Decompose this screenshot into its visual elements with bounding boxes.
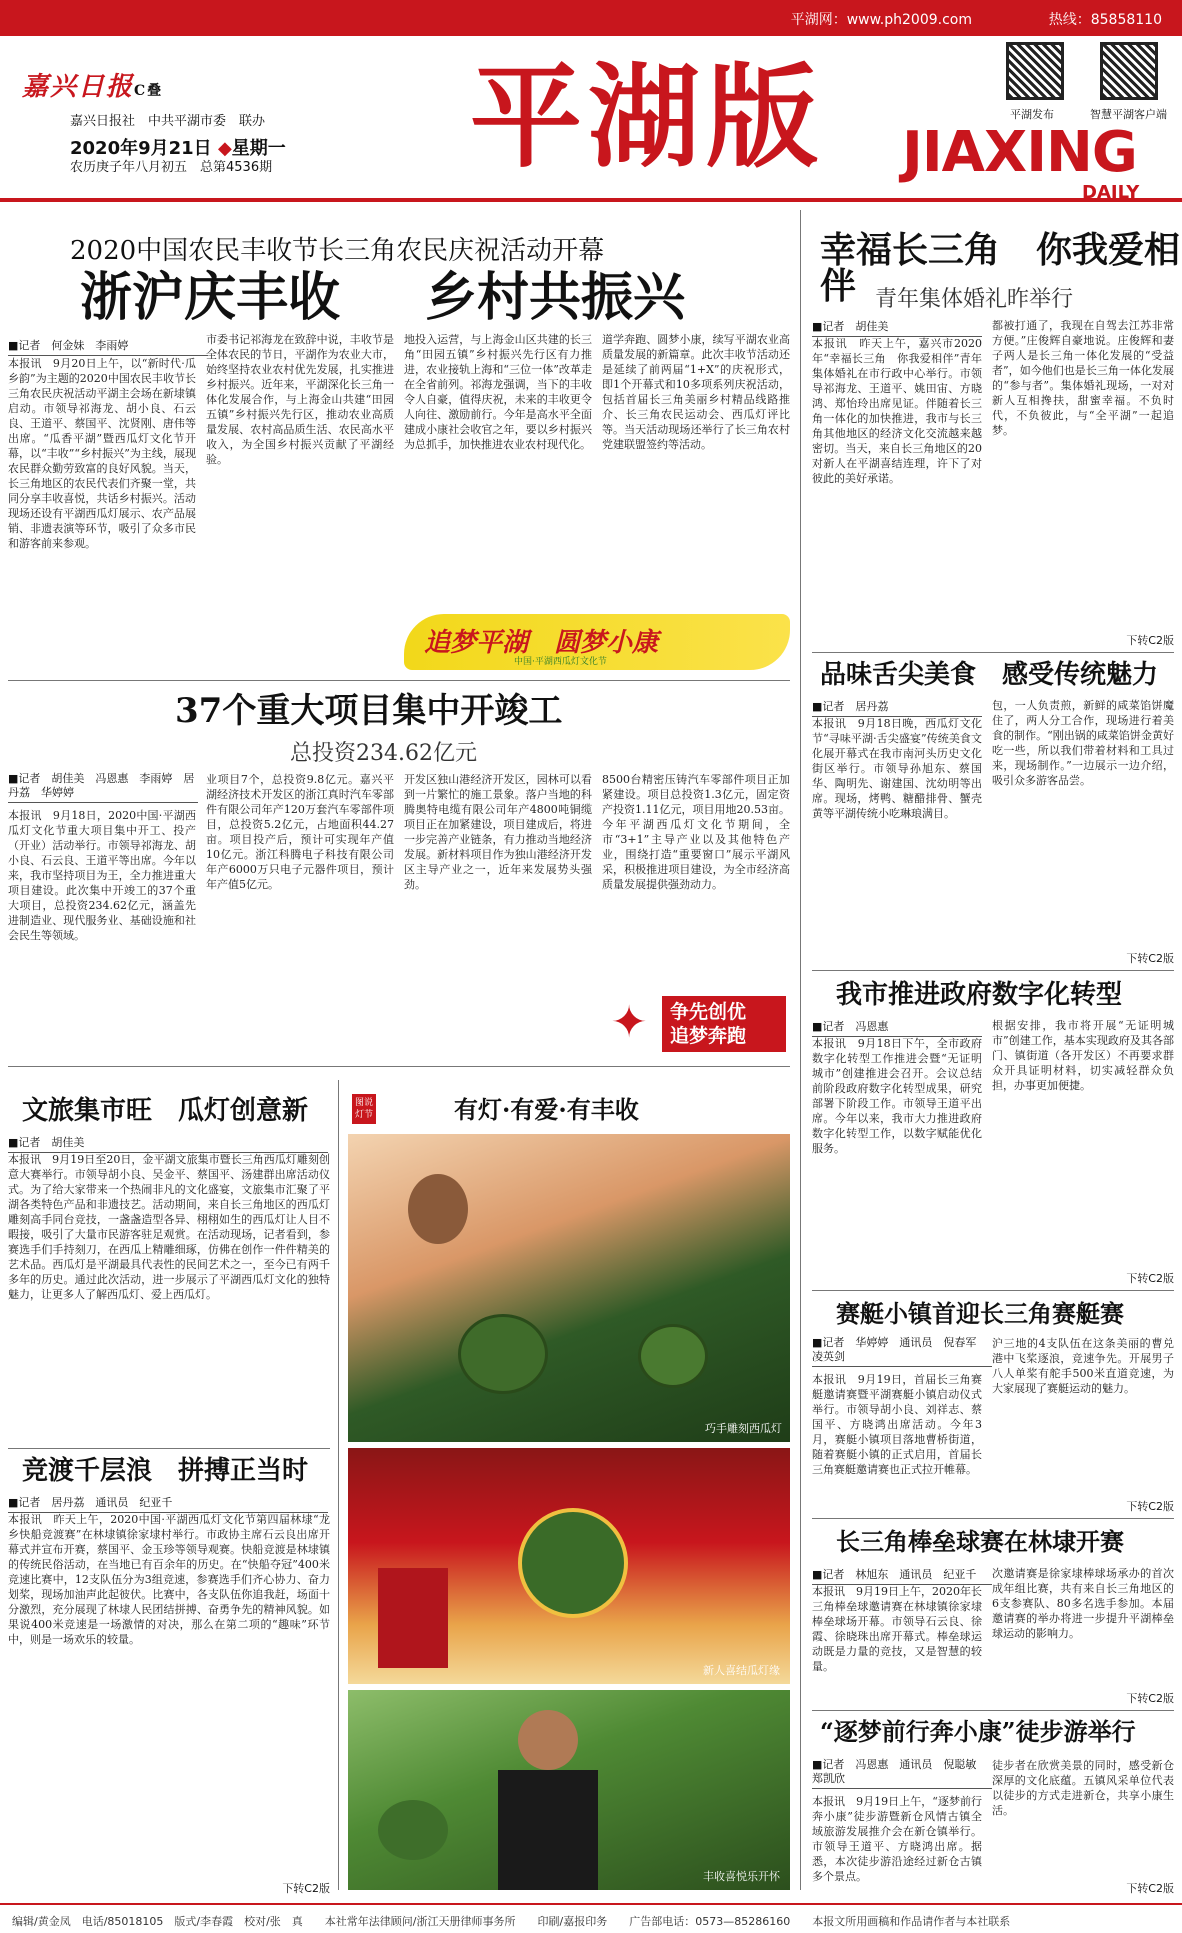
rowing-continued[interactable]: 下转C2版 — [1126, 1500, 1174, 1513]
culture-byline: ■记者 胡佳美 — [8, 1134, 328, 1153]
baseball-continued[interactable]: 下转C2版 — [1126, 1692, 1174, 1705]
photo-caption-2: 新人喜结瓜灯缘 — [703, 1664, 780, 1677]
walk-col-1: 本报讯 9月19日上午，“逐梦前行奔小康”徒步游暨新仓风情古镇全域旅游发展推介会在新仓镇举行。市领导王道平、方晓鸿出席。据悉，本次徒步游沿途经过新仓古镇多个景点。 — [812, 1795, 982, 1883]
digital-col-1: 本报讯 9月18日下午，全市政府数字化转型工作推进会暨“无证明城市”创建推进会召开。会议总结前阶段政府数字化转型成果，研究部署下阶段工作。市领导王道平出席。今年以来，我市大力推进政府数字化转型工作，以数字赋能优化服务。 — [812, 1037, 982, 1155]
projects-col-1: 本报讯 9月18日，2020中国·平湖西瓜灯文化节重大项目集中开工、投产（开业）活动举行。市领导祁海龙、胡小良、石云良、王道平等出席。今年以来，我市坚持项目为王，全力推进重大项目建设。此次集中开竣工的37个重大项目，总投资234.62亿元，涵盖先进制造业、现代服务业、基础设施和社会民生等领域。 — [8, 809, 196, 942]
runner-icon: ✦ — [610, 997, 648, 1048]
person-head — [518, 1710, 578, 1770]
culture-title: 文旅集市旺 瓜灯创意新 — [22, 1096, 309, 1126]
photo-tag: 图说灯节 — [352, 1094, 376, 1124]
happy-subtitle: 青年集体婚礼昨举行 — [875, 287, 1074, 312]
person-head — [408, 1174, 468, 1244]
projects-subtitle: 总投资234.62亿元 — [290, 741, 477, 766]
rowing-title: 赛艇小镇首迎长三角赛艇赛 — [836, 1299, 1124, 1328]
lead-kicker: 2020中国农民丰收节长三角农民庆祝活动开幕 — [70, 236, 605, 266]
happy-col-2: 都被打通了，我现在自驾去江苏非常方便。”庄俊辉自豪地说。庄俊辉和妻子两人是长三角一体化发展的“受益者”，如今他们也是长三角一体化发展的“参与者”。集体婚礼现场，一对对新人互相搀扶，甜蜜幸福。不负时代，不负彼此，与“全平湖”一起追梦。 — [992, 319, 1174, 437]
divider — [812, 1710, 1174, 1711]
projects-banner-text: 争先创优 追梦奔跑 — [662, 996, 786, 1052]
lead-title-right: 乡村共振兴 — [425, 267, 686, 328]
column-divider — [800, 210, 801, 1890]
walk-title: “逐梦前行奔小康”徒步游举行 — [820, 1717, 1136, 1746]
projects-col-2: 业项目7个，总投资9.8亿元。嘉兴平湖经济技术开发区的浙江真时汽车零部件有限公司年产120万套汽车零部件项目，总投资5.2亿元，占地面积44.27亩。项目投产后，预计可实现年产值10亿元。浙江科腾电子科技有限公司年产6000万只电子元器件项目，预计年产值5亿元。 — [206, 773, 394, 891]
newspaper-logo: 嘉兴日报C叠 — [22, 72, 164, 102]
projects-byline: ■记者 胡佳美 冯恩惠 李雨婷 居丹荔 华婷婷 — [8, 772, 198, 803]
photo-title: 有灯·有爱·有丰收 — [454, 1095, 639, 1124]
photo-wedding — [348, 1448, 790, 1684]
baseball-col-1: 本报讯 9月19日上午，2020年长三角棒垒球邀请赛在林埭镇徐家埭棒垒球场开幕。市领导石云良、徐霞、徐晓珠出席开幕式。棒垒球运动既是力量的竞技，又是智慧的较量。 — [812, 1585, 982, 1673]
photo-harvest — [348, 1690, 790, 1890]
race-continued[interactable]: 下转C2版 — [282, 1882, 330, 1895]
lead-banner-text: 追梦平湖 圆梦小康 — [424, 628, 659, 658]
divider — [8, 680, 790, 681]
qr-caption-1: 平湖发布 — [1010, 108, 1054, 121]
projects-title: 37个重大项目集中开竣工 — [175, 691, 563, 731]
race-byline: ■记者 居丹荔 通讯员 纪亚千 — [8, 1494, 328, 1513]
lead-banner — [404, 614, 790, 670]
person-shirt — [498, 1770, 598, 1890]
digital-title: 我市推进政府数字化转型 — [836, 980, 1123, 1010]
food-continued[interactable]: 下转C2版 — [1126, 952, 1174, 965]
divider — [812, 1290, 1174, 1291]
bride-dress — [378, 1568, 448, 1668]
culture-body: 本报讯 9月19日至20日，金平湖文旅集市暨长三角西瓜灯雕刻创意大赛举行。市领导胡小良、吴金平、蔡国平、汤建群出席活动仪式。为了给大家带来一个热闹非凡的文化盛宴，文旅集市汇聚了平湖各类特色产品和非遗技艺。活动期间，来自长三角地区的西瓜灯雕刻高手同台竞技，一盏盏造型各异、栩栩如生的西瓜灯让人目不暇接，吸引了大量市民游客驻足观赏。在活动现场，记者看到，参赛选手们手持刻刀，在西瓜上精雕细琢，仿佛在创作一件件精美的艺术品。西瓜灯是平湖最具代表性的民间艺术之一，至今已有两千多年的历史。通过此次活动，进一步展示了平湖西瓜灯文化的独特魅力，让更多人了解西瓜灯、爱上西瓜灯。 — [8, 1153, 330, 1301]
photo-carving — [348, 1134, 790, 1442]
watermelon — [378, 1800, 448, 1860]
masthead — [0, 36, 1182, 202]
lead-col-2: 市委书记祁海龙在致辞中说，丰收节是全体农民的节日，平湖作为农业大市，始终坚持农业农村优先发展，扎实推进乡村振兴。近年来，平湖深化长三角一体化发展合作，与上海金山共建“田园五镇”乡村振兴先行区，推动农业高质量发展、农村高品质生活、农民高水平收入，为全国乡村振兴贡献了平湖经验。 — [206, 333, 394, 466]
brand-sub: DAILY — [1082, 182, 1140, 203]
divider — [812, 652, 1174, 653]
race-body: 本报讯 昨天上午，2020中国·平湖西瓜灯文化节第四届林埭“龙乡快船竞渡赛”在林埭镇徐家埭村举行。市政协主席石云良出席开幕式并宣布开赛，蔡国平、金玉珍等领导观赛。快船竞渡是林埭镇的传统民俗活动，在当地已有百余年的历史。在“快船夺冠”400米竞速比赛中，12支队伍分为3组竞速，参赛选手们齐心协力、奋力划桨，现场加油声此起彼伏。比赛中，各支队伍你追我赶，场面十分激烈，充分展现了林埭人民团结拼搏、奋勇争先的精神风貌。如果说400米竞速是一场激情的对决，那么在第二项的“趣味”环节中，则是一场欢乐的较量。 — [8, 1513, 330, 1646]
projects-col-4: 8500台精密压铸汽车零部件项目正加紧建设。项目总投资1.3亿元，固定资产投资1.11亿元，项目用地20.53亩。今年平湖西瓜灯文化节期间，全市“3+1”主导产业以及其他特色产业，围绕打造“重要窗口”展示平湖风采，积极推进项目建设，为全市经济高质量发展提供强劲动力。 — [602, 773, 790, 891]
divider — [812, 970, 1174, 971]
baseball-byline: ■记者 林旭东 通讯员 纪亚千 — [812, 1566, 992, 1585]
lead-col-4: 道学奔跑、圆梦小康，续写平湖农业高质量发展的新篇章。此次丰收节活动还是延续了前两届“1+X”的庆祝形式，即1个开幕式和10多项系列庆祝活动，包括首届长三角美丽乡村精品线路推介、长三角农民运动会、西瓜灯评比等。当天活动现场还举行了长三角农村党建联盟签约等活动。 — [602, 333, 790, 451]
walk-byline: ■记者 冯恩惠 通讯员 倪聪敏 郑凯欣 — [812, 1758, 992, 1789]
happy-byline: ■记者 胡佳美 — [812, 318, 982, 337]
food-col-2: 包，一人负责煎，新鲜的咸菜馅饼魔住了，两人分工合作，现场进行着美食的制作。“刚出锅的咸菜馅饼金黄好吃一些，所以我们带着材料和工具过来，现场制作。”一边展示一边介绍，吸引众多游客品尝。 — [992, 699, 1174, 787]
brand-name: JIAXING — [902, 120, 1137, 185]
edition-title: 平湖版 — [470, 52, 824, 183]
lead-col-3: 地投入运营，与上海金山区共建的长三角“田园五镇”乡村振兴先行区有力推进，农业接轨上海和“三位一体”改革走在全省前列。祁海龙强调，当下的丰收令人自豪，值得庆祝，未来的丰收更令人向往、激励前行。今年是高水平全面建成小康社会收官之年，要以乡村振兴为总抓手，加快推进农业农村现代化。 — [404, 333, 592, 451]
race-title: 竞渡千层浪 拼搏正当时 — [22, 1456, 309, 1486]
walk-continued[interactable]: 下转C2版 — [1126, 1882, 1174, 1895]
rowing-col-2: 沪三地的4支队伍在这条美丽的曹兑港中飞桨逐浪，竞速争先。开展男子八人单桨有舵手500米直道竞速，为大家展现了赛艇运动的魅力。 — [992, 1337, 1174, 1395]
lead-byline: ■记者 何金妹 李雨婷 — [8, 337, 208, 356]
watermelon-lantern — [518, 1508, 628, 1618]
rowing-byline: ■记者 华婷婷 通讯员 倪春军 凌英剑 — [812, 1336, 992, 1367]
column-divider — [338, 1080, 339, 1890]
footer: 编辑/黄金凤 电话/85018105 版式/李春霞 校对/张 真 本社常年法律顾问/浙江天册律师事务所 印刷/嘉报印务 广告部电话：0573—85286160 本报文所用画稿和作品请作者与本社联系 — [0, 1903, 1182, 1933]
baseball-title: 长三角棒垒球赛在林埭开赛 — [836, 1527, 1124, 1556]
digital-continued[interactable]: 下转C2版 — [1126, 1272, 1174, 1285]
projects-banner — [602, 990, 790, 1058]
qr-caption-2: 智慧平湖客户端 — [1090, 108, 1167, 121]
food-byline: ■记者 居丹荔 — [812, 698, 982, 717]
baseball-col-2: 次邀请赛是徐家埭棒球场承办的首次成年组比赛，共有来自长三角地区的6支参赛队、80多名选手参加。本届邀请赛的举办将进一步提升平湖棒垒球运动的影响力。 — [992, 1567, 1174, 1640]
divider — [812, 1518, 1174, 1519]
divider — [8, 1448, 330, 1449]
qr-code-2[interactable] — [1100, 42, 1158, 100]
issue-date: 2020年9月21日 ◆星期一 — [70, 138, 286, 159]
rowing-col-1: 本报讯 9月19日，首届长三角赛艇邀请赛暨平湖赛艇小镇启动仪式举行。市领导胡小良、刘祥志、蔡国平、方晓鸿出席活动。今年3月，赛艇小镇项目落地曹桥街道，随着赛艇小镇的正式启用，首届长三角赛艇邀请赛也正式拉开帷幕。 — [812, 1373, 982, 1476]
qr-code-1[interactable] — [1006, 42, 1064, 100]
top-bar — [0, 0, 1182, 36]
digital-byline: ■记者 冯恩惠 — [812, 1018, 982, 1037]
publisher-line: 嘉兴日报社 中共平湖市委 联办 — [70, 114, 266, 129]
lead-title-left: 浙沪庆丰收 — [80, 267, 341, 328]
site-url[interactable]: 平湖网：www.ph2009.com — [790, 12, 972, 28]
happy-col-1: 本报讯 昨天上午，嘉兴市2020年“幸福长三角 你我爱相伴”青年集体婚礼在市行政中心举行。市领导祁海龙、王道平、姚田宙、方晓鸿、郑怡玲出席见证。伴随着长三角一体化的加快推进，我市与长三角其他地区的经济文化交流越来越密切。当天，来自长三角地区的20对新人在平湖喜结连理，许下了对彼此的美好承诺。 — [812, 337, 982, 485]
food-title: 品味舌尖美食 感受传统魅力 — [820, 660, 1159, 690]
food-col-1: 本报讯 9月18日晚，西瓜灯文化节“寻味平湖·舌尖盛宴”传统美食文化展开幕式在我市南河头历史文化街区举行。市领导孙旭东、蔡国华、陶明先、谢建国、沈幼明等出席。现场，烤鸭、糖醋排骨、蟹壳黄等平湖传统小吃琳琅满目。 — [812, 717, 982, 820]
watermelon — [458, 1314, 548, 1394]
lunar-date: 农历庚子年八月初五 总第4536期 — [70, 160, 273, 175]
projects-col-3: 开发区独山港经济开发区，园林可以看到一片繁忙的施工景象。落户当地的科腾奥特电缆有限公司年产4800吨铜缆项目正在加紧建设，项目建成后，将进一步完善产业链条，有力推动当地经济发展。新材料项目作为独山港经济开发区主导产业之一，近年来发展势头强劲。 — [404, 773, 592, 891]
happy-title: 幸福长三角 你我爱相伴 — [820, 229, 1181, 307]
divider — [8, 1066, 790, 1067]
happy-continued[interactable]: 下转C2版 — [1126, 634, 1174, 647]
digital-col-2: 根据安排，我市将开展“无证明城市”创建工作，基本实现政府及其各部门、镇街道（各开发区）不再要求群众开具证明材料，切实减轻群众负担，办事更加便捷。 — [992, 1019, 1174, 1092]
hotline: 热线：85858110 — [1048, 12, 1162, 28]
lead-banner-sub: 中国·平湖西瓜灯文化节 — [514, 657, 607, 667]
photo-caption-3: 丰收喜悦乐开怀 — [703, 1870, 780, 1883]
photo-caption-1: 巧手雕刻西瓜灯 — [705, 1422, 782, 1435]
watermelon — [638, 1324, 708, 1388]
lead-col-1: 本报讯 9月20日上午，以“新时代·瓜乡韵”为主题的2020中国农民丰收节长三角农民庆祝活动平湖主会场在新埭镇启动。市领导祁海龙、胡小良、石云良、王道平、蔡国平、沈贤刚、唐伟等出席。“瓜香平湖”暨西瓜灯文化节开幕，以“丰收”“乡村振兴”为主线，展现农民群众勤劳致富的良好风貌。当天，长三角地区的农民代表们齐聚一堂，共同分享丰收喜悦，共话乡村振兴。活动现场还设有平湖西瓜灯展示、农产品展销、非遗表演等环节，吸引了众多市民和游客前来参观。 — [8, 357, 196, 550]
walk-col-2: 徒步者在欣赏美景的同时，感受新仓深厚的文化底蕴。五镇风采单位代表以徒步的方式走进新仓，共享小康生活。 — [992, 1759, 1174, 1817]
